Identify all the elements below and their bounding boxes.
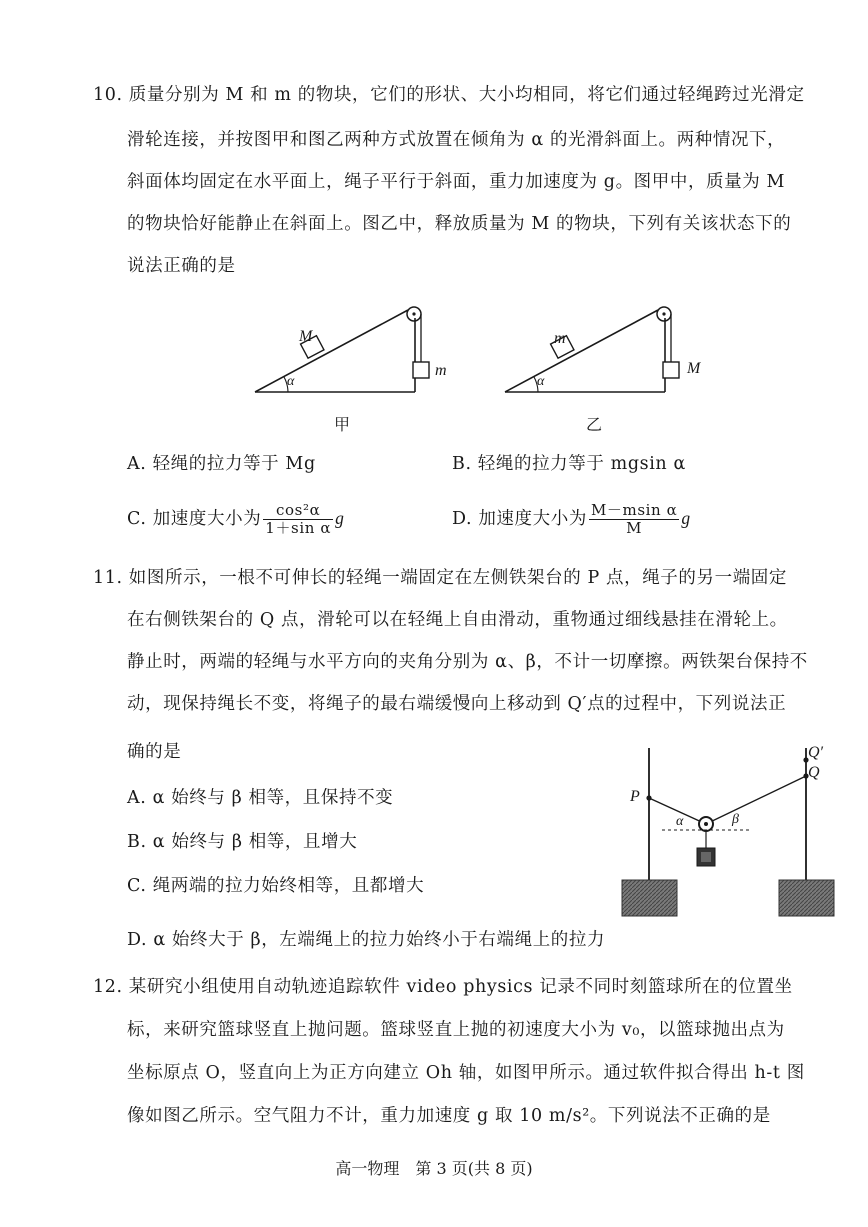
q10-line-5: 说法正确的是 [127, 256, 236, 276]
q11-option-d: D. α 始终大于 β，左端绳上的拉力始终小于右端绳上的拉力 [127, 930, 606, 950]
q10-option-d-numerator: M－msin α [590, 501, 678, 519]
q11-line-3: 静止时，两端的轻绳与水平方向的夹角分别为 α、β，不计一切摩擦。两铁架台保持不 [127, 652, 808, 672]
q12-line-3: 坐标原点 O，竖直向上为正方向建立 Oh 轴，如图甲所示。通过软件拟合得出 h-t 图 [127, 1063, 805, 1083]
q10-option-b: B. 轻绳的拉力等于 mgsin α [452, 454, 686, 474]
q10-line-1: 10. 质量分别为 M 和 m 的物块，它们的形状、大小均相同，将它们通过轻绳跨过光滑定 [93, 85, 805, 105]
label-P: P [630, 788, 640, 805]
q10-option-c-suffix: g [335, 508, 345, 528]
q10-option-c-prefix: C. 加速度大小为 [127, 509, 262, 529]
jia-hanging-m-label: m [435, 362, 447, 379]
q11-option-c: C. 绳两端的拉力始终相等，且都增大 [127, 876, 425, 896]
q11-line-1: 11. 如图所示，一根不可伸长的轻绳一端固定在左侧铁架台的 P 点，绳子的另一端固定 [93, 568, 787, 588]
q10-option-d-denominator: M [626, 519, 643, 537]
figure-jia [250, 300, 460, 410]
q10-option-c [127, 502, 344, 537]
label-Q: Q [808, 764, 820, 781]
q12-line-1: 12. 某研究小组使用自动轨迹追踪软件 video physics 记录不同时刻篮球所在的位置坐 [93, 977, 793, 997]
jia-caption: 甲 [334, 415, 351, 434]
label-beta: β [732, 812, 739, 827]
q10-option-c-fraction [263, 502, 333, 537]
q11-line-5: 确的是 [127, 742, 182, 762]
yi-block-m-label: m [554, 330, 566, 347]
q10-option-d-fraction [589, 502, 679, 537]
q12-line-4: 像如图乙所示。空气阻力不计，重力加速度 g 取 10 m/s²。下列说法不正确的是 [127, 1106, 771, 1126]
label-alpha: α [676, 814, 684, 829]
yi-caption: 乙 [586, 415, 603, 434]
page-footer: 高一物理 第 3 页(共 8 页) [335, 1159, 533, 1178]
q10-option-d-prefix: D. 加速度大小为 [452, 509, 587, 529]
jia-block-M-label: M [299, 328, 313, 345]
q11-line-4: 动，现保持绳长不变，将绳子的最右端缓慢向上移动到 Q′点的过程中，下列说法正 [127, 694, 787, 714]
q10-line-2: 滑轮连接，并按图甲和图乙两种方式放置在倾角为 α 的光滑斜面上。两种情况下， [127, 130, 786, 150]
q10-line-3: 斜面体均固定在水平面上，绳子平行于斜面，重力加速度为 g。图甲中，质量为 M [127, 172, 786, 192]
label-Q-prime: Q′ [808, 744, 824, 761]
q10-option-d-suffix: g [681, 508, 691, 528]
q10-option-c-numerator: cos²α [263, 502, 333, 520]
q11-option-b: B. α 始终与 β 相等，且增大 [127, 832, 358, 852]
q10-option-a: A. 轻绳的拉力等于 Mg [127, 454, 316, 474]
yi-angle-label: α [537, 374, 545, 389]
q10-option-c-denominator: 1＋sin α [265, 519, 332, 537]
q11-option-a: A. α 始终与 β 相等，且保持不变 [127, 788, 394, 808]
jia-angle-label: α [287, 374, 295, 389]
q10-option-d [452, 502, 691, 537]
yi-hanging-M-label: M [687, 360, 701, 377]
q12-line-2: 标，来研究篮球竖直上抛问题。篮球竖直上抛的初速度大小为 v₀，以篮球抛出点为 [127, 1020, 785, 1040]
q10-line-4: 的物块恰好能静止在斜面上。图乙中，释放质量为 M 的物块，下列有关该状态下的 [127, 214, 792, 234]
figure-yi [500, 300, 710, 410]
q11-line-2: 在右侧铁架台的 Q 点，滑轮可以在轻绳上自由滑动，重物通过细线悬挂在滑轮上。 [127, 610, 788, 630]
